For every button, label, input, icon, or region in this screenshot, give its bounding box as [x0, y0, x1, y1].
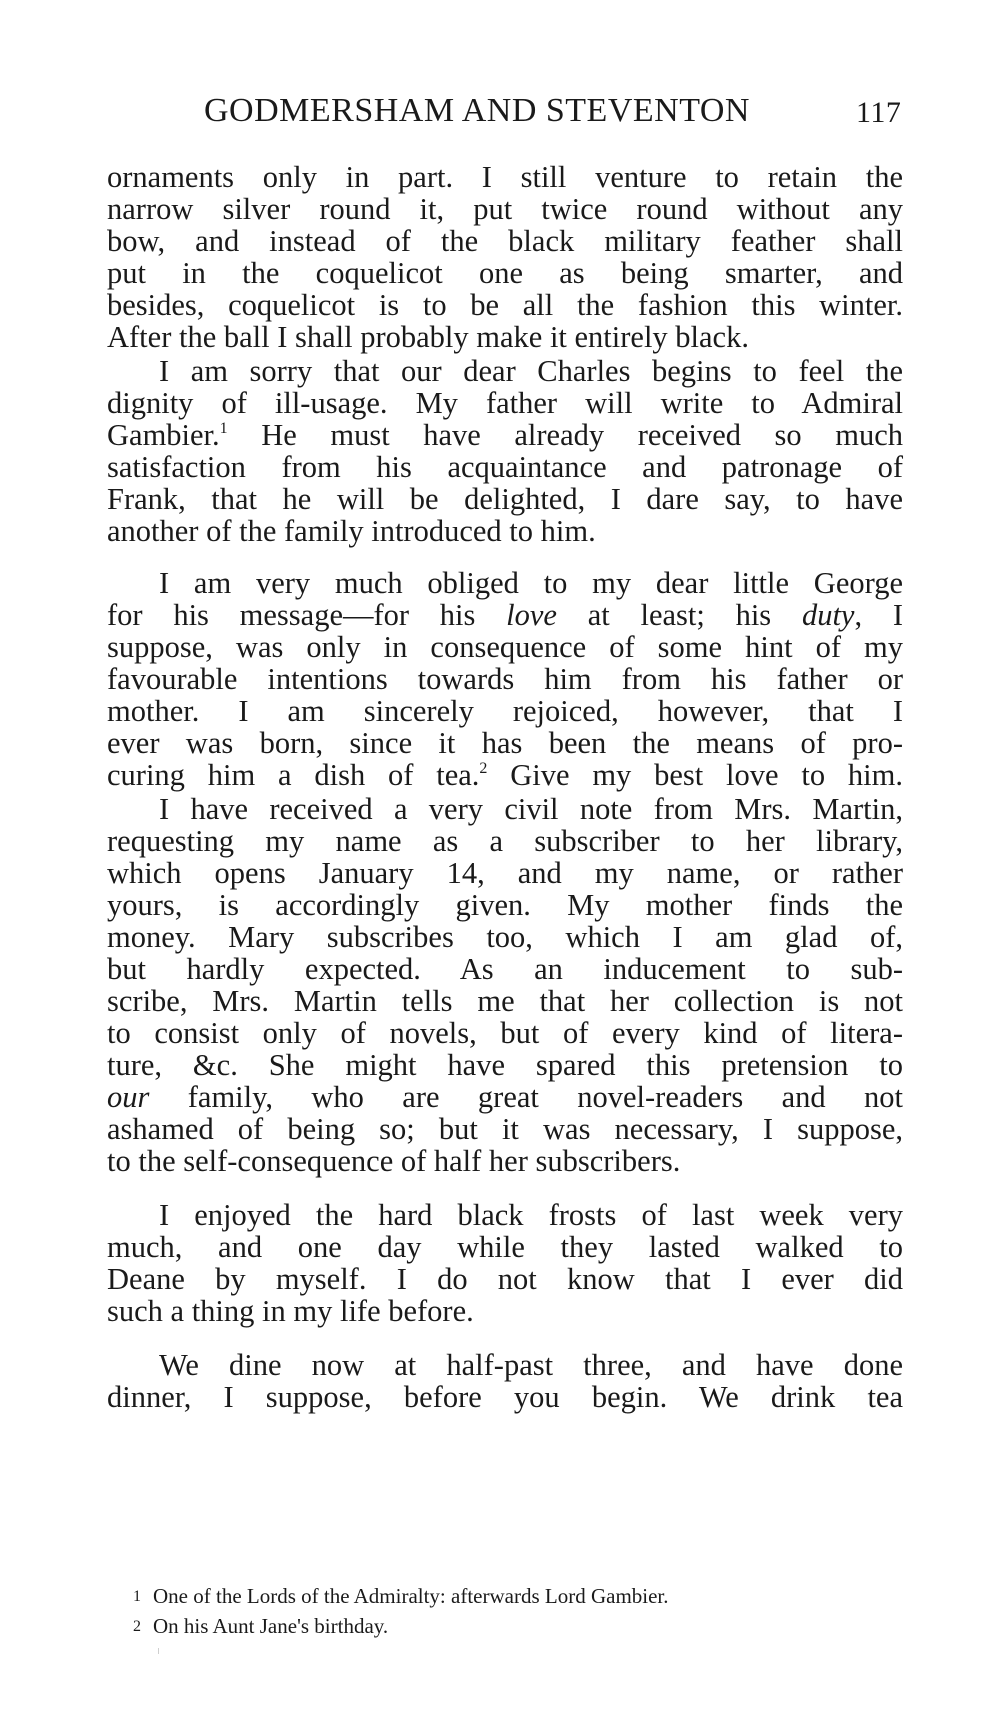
footnote-ref: 1 [219, 420, 228, 437]
text-line: scribe, Mrs. Martin tells me that her collection is not [107, 984, 903, 1018]
text-line: I enjoyed the hard black frosts of last week very [159, 1198, 903, 1232]
text-line: much, and one day while they lasted walked to [107, 1230, 903, 1264]
text-line: I am very much obliged to my dear little George [159, 566, 903, 600]
text-line: We dine now at half-past three, and have done [159, 1348, 903, 1382]
text-line: ture, &c. She might have spared this pretension to [107, 1048, 903, 1082]
text-line: suppose, was only in consequence of some hint of my [107, 630, 903, 664]
footnote-text: On his Aunt Jane's birthday. [153, 1614, 389, 1638]
text-line: satisfaction from his acquaintance and patronage of [107, 450, 903, 484]
text-line: which opens January 14, and my name, or rather [107, 856, 903, 890]
text-line: mother. I am sincerely rejoiced, however, that I [107, 694, 903, 728]
text-line: to consist only of novels, but of every kind of litera- [107, 1016, 903, 1050]
footnote-mark: 2 [133, 1618, 141, 1635]
footnote [133, 1612, 388, 1641]
text-line: Gambier.$^1$ He must have already received so much [107, 418, 903, 452]
page-number: 117 [856, 96, 902, 129]
text-line: I have received a very civil note from Mrs. Martin, [159, 792, 903, 826]
text-line: ornaments only in part. I still venture to retain the [107, 160, 903, 194]
text-line: curing him a dish of tea.$^2$ Give my best love to him. [107, 758, 903, 792]
text-line: another of the family introduced to him. [107, 514, 596, 548]
running-head-title: GODMERSHAM AND STEVENTON [204, 92, 750, 129]
text-line: Deane by myself. I do not know that I ever did [107, 1262, 903, 1296]
text-line: besides, coquelicot is to be all the fashion this winter. [107, 288, 903, 322]
text-line: dinner, I suppose, before you begin. We drink tea [107, 1380, 903, 1414]
text-line: favourable intentions towards him from his father or [107, 662, 903, 696]
footnote-text: One of the Lords of the Admiralty: afterwards Lord Gambier. [153, 1584, 669, 1608]
text-line: I am sorry that our dear Charles begins to feel the [159, 354, 903, 388]
text-line: Frank, that he will be delighted, I dare say, to have [107, 482, 903, 516]
text-line: bow, and instead of the black military feather shall [107, 224, 903, 258]
text-line: narrow silver round it, put twice round without any [107, 192, 903, 226]
footnote-mark: 1 [133, 1588, 141, 1605]
text-line: such a thing in my life before. [107, 1294, 474, 1328]
text-line: ever was born, since it has been the means of pro- [107, 726, 903, 760]
running-head [204, 92, 904, 142]
text-line: yours, is accordingly given. My mother finds the [107, 888, 903, 922]
footnote [133, 1582, 669, 1611]
text-line: money. Mary subscribes too, which I am glad of, [107, 920, 903, 954]
text-line: but hardly expected. As an inducement to sub- [107, 952, 903, 986]
text-line: ashamed of being so; but it was necessary, I suppose, [107, 1112, 903, 1146]
text-line: dignity of ill-usage. My father will write to Admiral [107, 386, 903, 420]
footnote-ref: 2 [479, 760, 488, 777]
text-line: requesting my name as a subscriber to her library, [107, 824, 903, 858]
text-line: for his message—for his love at least; his duty, I [107, 598, 903, 632]
paper-speck [158, 1648, 159, 1654]
text-line: put in the coquelicot one as being smarter, and [107, 256, 903, 290]
text-line: to the self-consequence of half her subscribers. [107, 1144, 681, 1178]
text-line: our family, who are great novel-readers and not [107, 1080, 903, 1114]
text-line: After the ball I shall probably make it entirely black. [107, 320, 749, 354]
